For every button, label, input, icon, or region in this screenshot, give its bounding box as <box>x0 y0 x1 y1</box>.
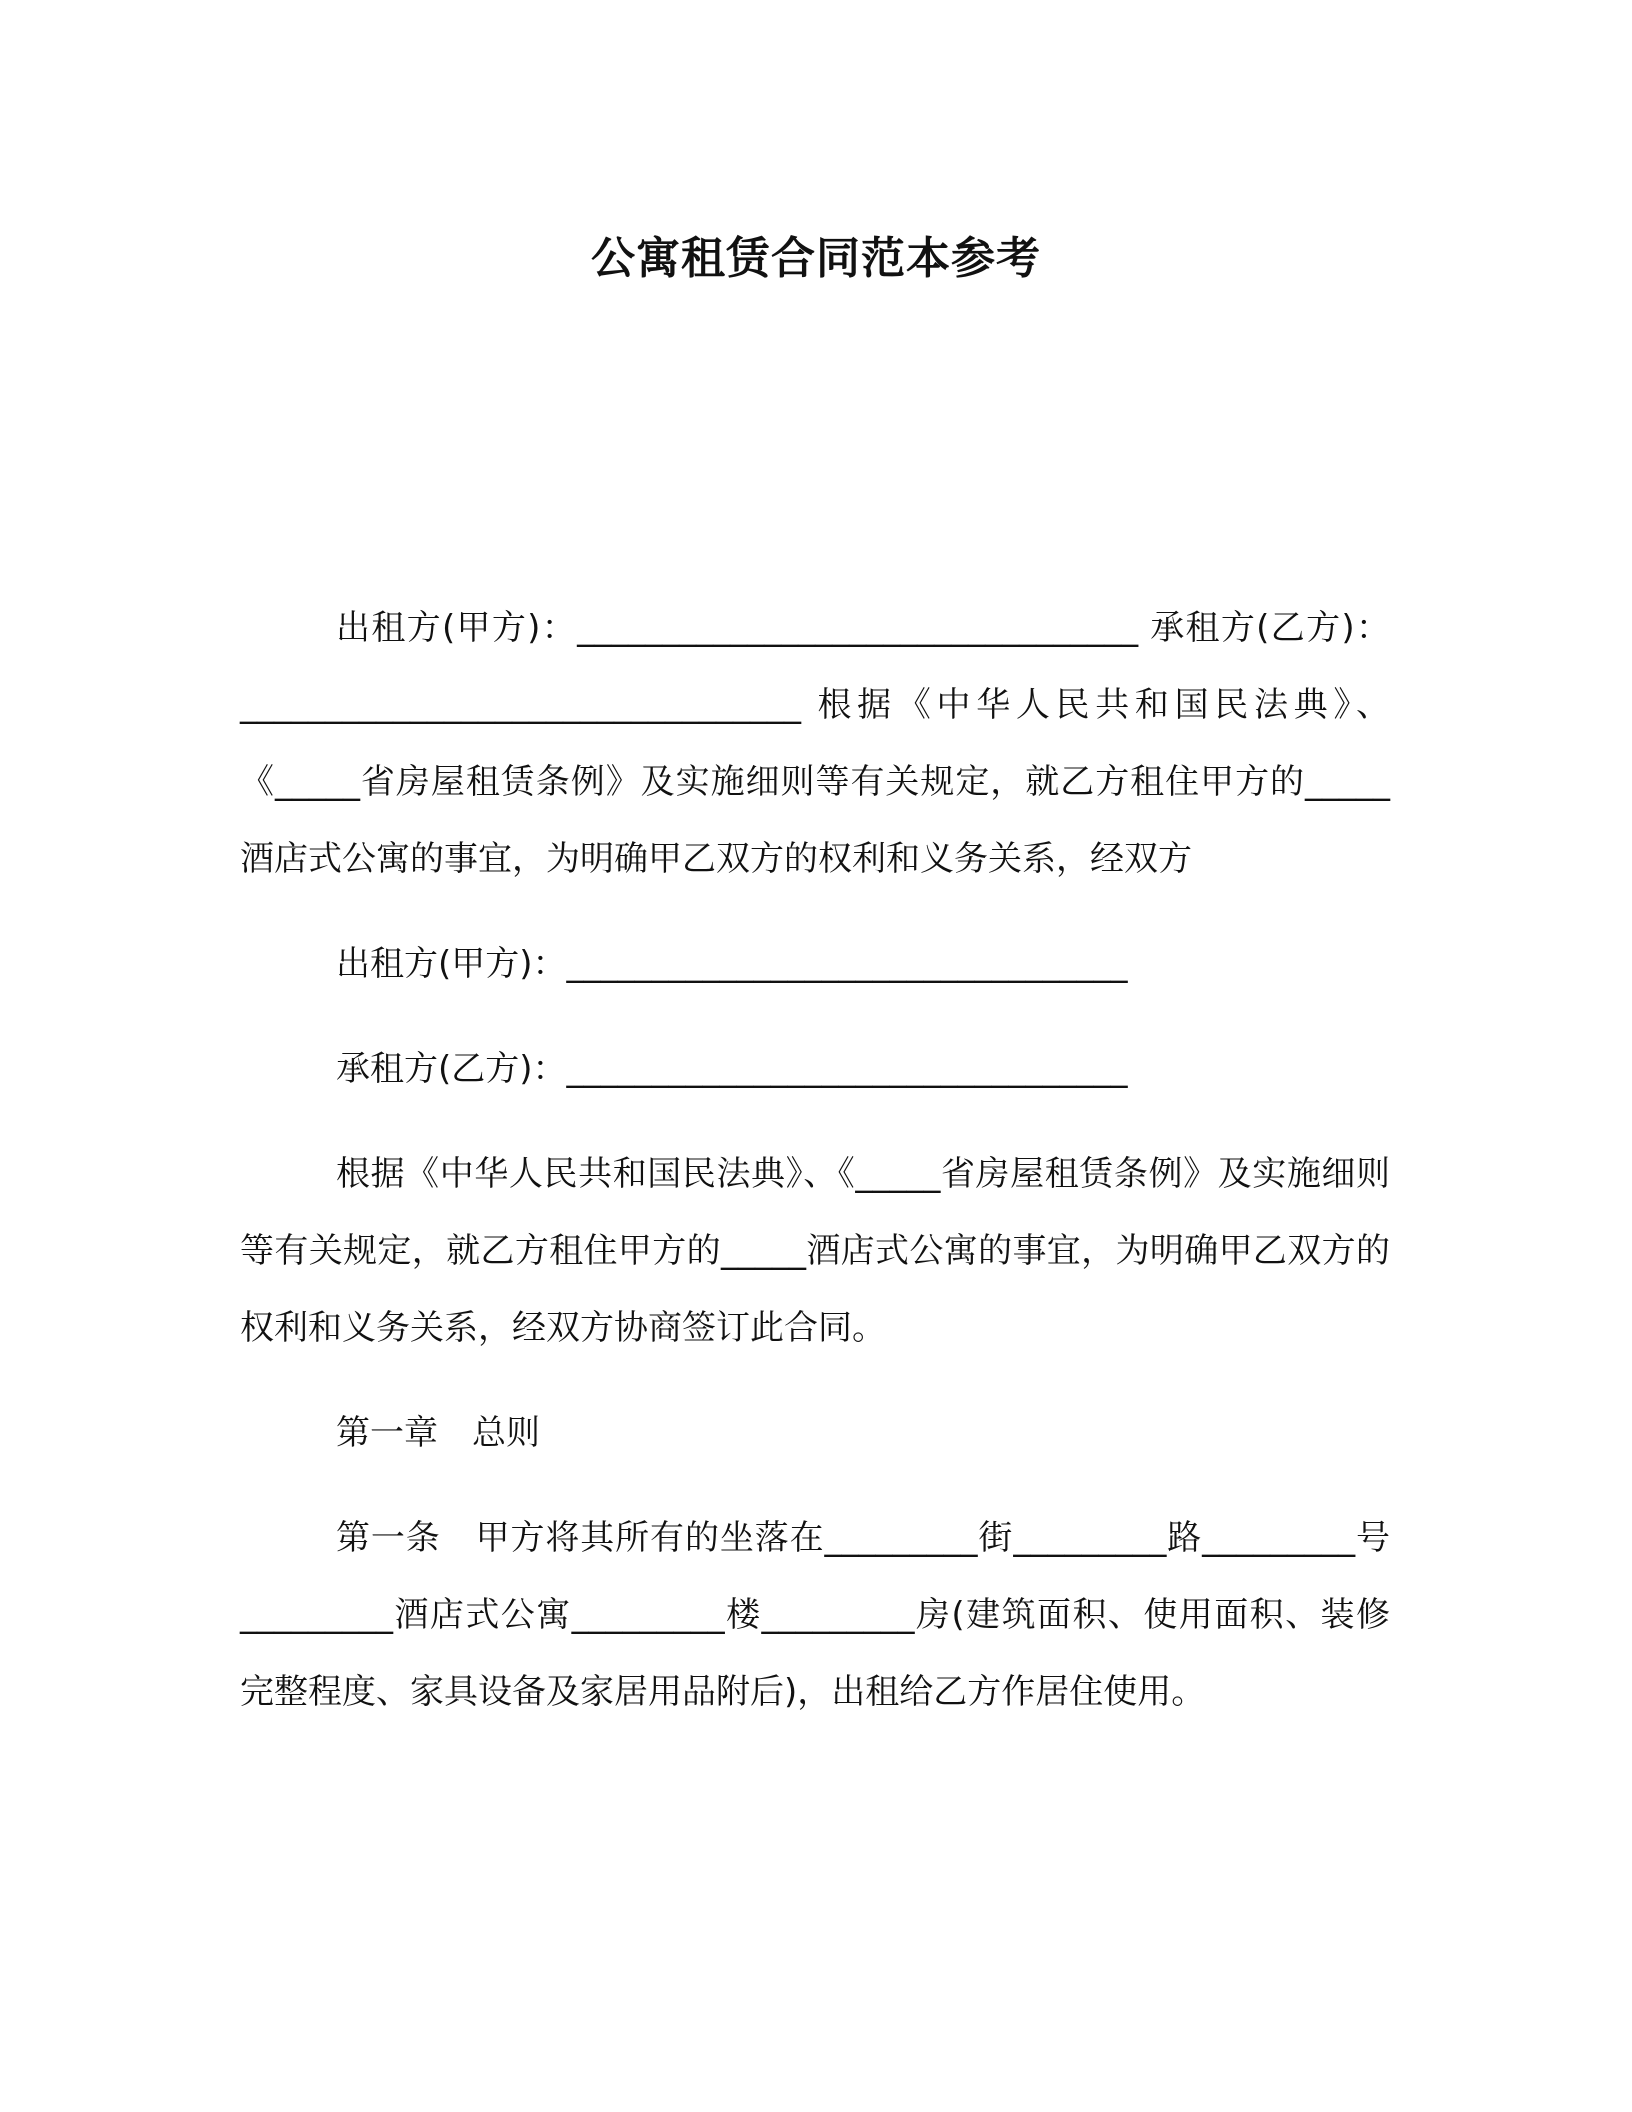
lessor-line: 出租方(甲方)：_________________________________ <box>336 944 1128 984</box>
article-one-paragraph: 第一条 甲方将其所有的坐落在_________街_________路_________号_________酒店式公寓_________楼_________房(建筑面积、使用面积、装修完整程度、家具设备及家居用品附后)，出租给乙方作居住使用。 <box>240 1518 1390 1712</box>
chapter-heading: 第一章 总则 <box>336 1413 540 1453</box>
lessee-line: 承租方(乙方)：_________________________________ <box>336 1049 1128 1089</box>
document-body <box>240 590 1390 1759</box>
intro-paragraph: 出租方(甲方)：_________________________________ 承租方(乙方)：_________________________________ 根据《中华人民共和国民法典》、《_____省房屋租赁条例》及实施细则等有关规定，就乙方租住甲方的_____酒店式公寓的事宜，为明确甲乙双方的权利和义务关系，经双方 <box>240 608 1390 879</box>
document-title: 公寓租赁合同范本参考 <box>591 233 1041 284</box>
legal-basis-paragraph: 根据《中华人民共和国民法典》、《_____省房屋租赁条例》及实施细则等有关规定，就乙方租住甲方的_____酒店式公寓的事宜，为明确甲乙双方的权利和义务关系，经双方协商签订此合同。 <box>240 1154 1390 1348</box>
